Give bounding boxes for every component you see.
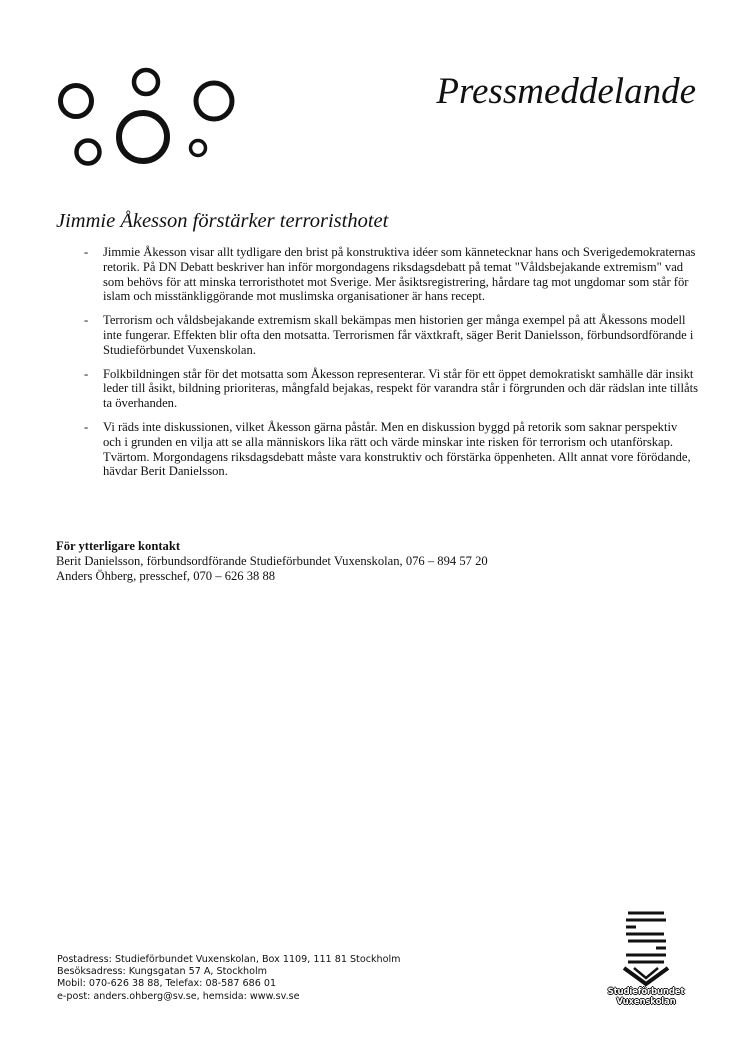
list-item [84,420,698,479]
list-item [84,313,698,357]
bullet-dash: - [84,245,89,259]
document-type-title: Pressmeddelande [436,71,696,112]
bullet-dash: - [84,366,89,381]
footer-postal-address: Postadress: Studieförbundet Vuxenskolan, Box 1109, 111 81 Stockholm [57,954,401,965]
bullet-dash: - [84,419,89,434]
sv-logo-line2: Vuxenskolan [616,997,676,1007]
circles-logo-icon [56,66,240,170]
footer-visiting-address: Besöksadress: Kungsgatan 57 A, Stockholm [57,966,268,978]
footer-email-web: e-post: anders.ohberg@sv.se, hemsida: www.sv.se [57,990,300,1002]
footer-phone: Mobil: 070-626 38 88, Telefax: 08-587 686 01 [57,978,277,990]
contact-line: Anders Öhberg, presschef, 070 – 626 38 88 [56,569,276,583]
bullet-text: Terrorism och våldsbejakande extremism skall bekämpas men historien ger många exempel på att Åkessons modell inte fungerar. Effekten blir ofta den motsatta. Terrorismen får växtkraft, säger Berit Danielsson, förbundsordförande i Studieförbundet Vuxenskolan. [103,313,694,357]
bullet-text: Folkbildningen står för det motsatta som Åkesson representerar. Vi står för ett öppet demokratiskt samhälle där insikt leder till åsikt, bildning prioriteras, mångfald bejakas, respekt för varandra står i förgrunden och där rädslan inte tillåts ta överhanden. [103,366,698,411]
footer-address [57,954,400,1003]
contact-heading: För ytterligare kontakt [56,539,181,553]
bullet-list [84,245,698,488]
bullet-text: Vi räds inte diskussionen, vilket Åkesson gärna påstår. Men en diskussion byggd på retorik som saknar perspektiv och i grunden en vilja att se alla människors lika rätt och värde minskar inte risken för terrorism och utanförskap. Tvärtom. Morgondagens riksdagsdebatt måste vara konstruktiv och förstärka öppenheten. Allt annat vore förödande, hävdar Berit Danielsson. [103,419,691,479]
sv-logo-line1: Studieförbundet [607,987,685,997]
list-item [84,245,698,304]
bullet-dash: - [84,313,89,328]
bullet-text: Jimmie Åkesson visar allt tydligare den brist på konstruktiva idéer som kännetecknar hans och Sverigedemokraternas retorik. På DN Debatt beskriver han inför morgondagens riksdagsdebatt på temat "Våldsbejakande extremism" vad som behövs för att minska terroristhotet mot Sverige. Mer åsiktsregistrering, hårdare tag mot ungdomar som står för islam och misstänkliggörande mot muslimska organisationer är hans recept. [103,245,696,304]
contact-section [56,539,488,584]
sv-logo-text [590,987,702,1007]
list-item [84,367,698,411]
press-release-headline: Jimmie Åkesson förstärker terroristhotet [56,210,389,232]
contact-line: Berit Danielsson, förbundsordförande Studieförbundet Vuxenskolan, 076 – 894 57 20 [56,554,488,568]
